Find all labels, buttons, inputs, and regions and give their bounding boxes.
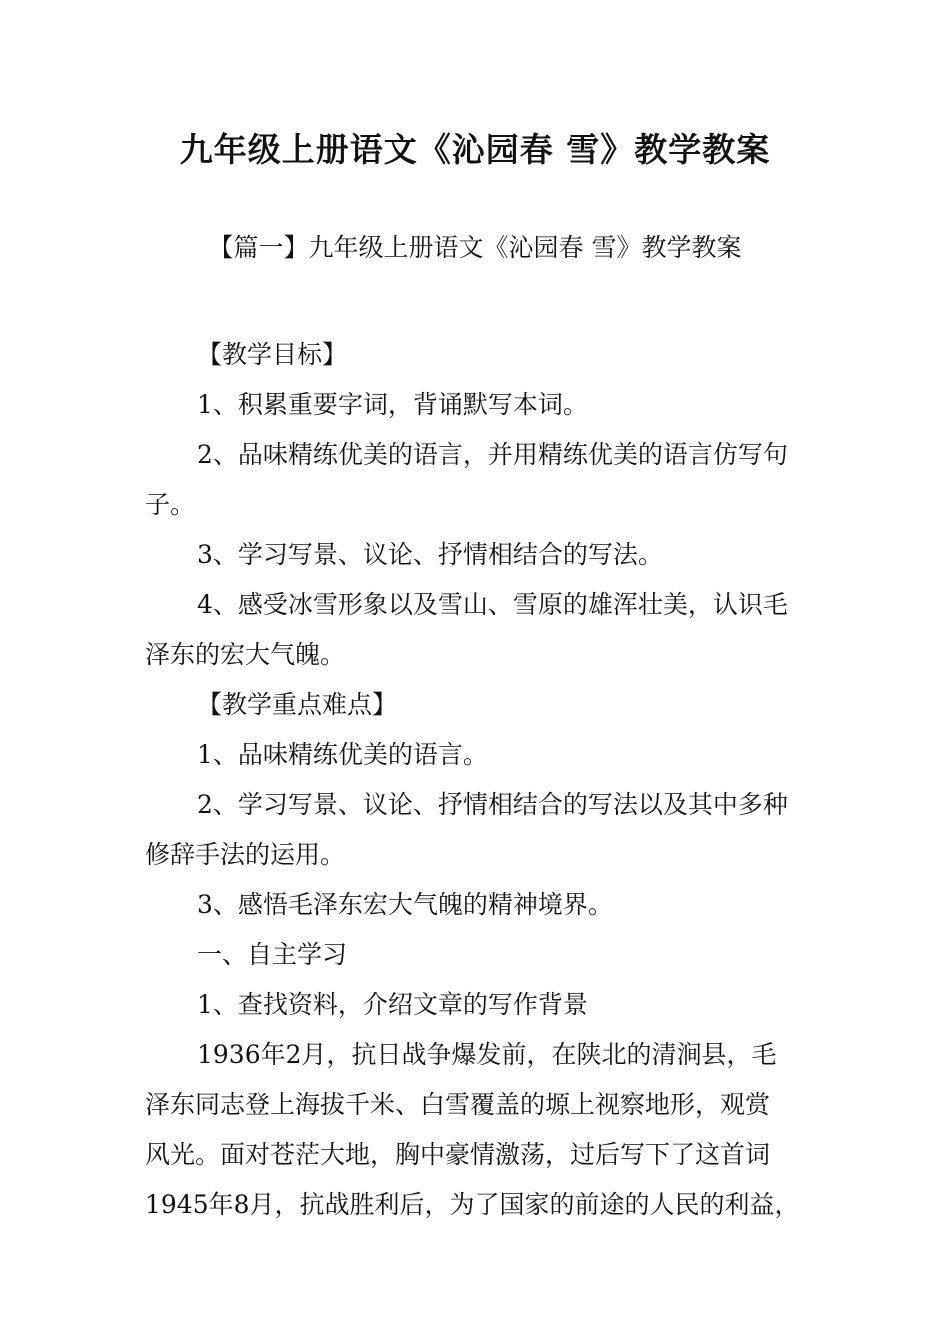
- paragraph-line: 修辞手法的运用。: [145, 840, 346, 869]
- heading-teaching-goals: 【教学目标】: [197, 340, 348, 369]
- heading-key-difficulties: 【教学重点难点】: [197, 690, 398, 719]
- paragraph-line: 3、学习写景、议论、抒情相结合的写法。: [197, 540, 663, 569]
- paragraph-line: 2、品味精练优美的语言，并用精练优美的语言仿写句: [197, 440, 788, 469]
- paragraph-line: 泽东同志登上海拔千米、白雪覆盖的塬上视察地形，观赏: [145, 1090, 771, 1119]
- paragraph-line: 子。: [145, 490, 196, 519]
- page-title: 九年级上册语文《沁园春 雪》教学教案: [179, 130, 771, 169]
- paragraph-line: 1、品味精练优美的语言。: [197, 740, 488, 769]
- paragraph-line: 1945年8月，抗战胜利后，为了国家的前途的人民的利益，: [145, 1190, 800, 1219]
- paragraph-line: 3、感悟毛泽东宏大气魄的精神境界。: [197, 890, 613, 919]
- paragraph-line: 1、积累重要字词，背诵默写本词。: [197, 390, 588, 419]
- heading-self-study: 一、自主学习: [197, 940, 348, 969]
- paragraph-line: 4、感受冰雪形象以及雪山、雪原的雄浑壮美，认识毛: [197, 590, 788, 619]
- body-text: [145, 330, 810, 1230]
- paragraph-line: 风光。面对苍茫大地，胸中豪情激荡，过后写下了这首词: [145, 1140, 771, 1169]
- paragraph-line: 2、学习写景、议论、抒情相结合的写法以及其中多种: [197, 790, 788, 819]
- paragraph-line: 1、查找资料，介绍文章的写作背景: [197, 990, 588, 1019]
- paragraph-line: 泽东的宏大气魄。: [145, 640, 346, 669]
- paragraph-line: 1936年2月，抗日战争爆发前，在陕北的清涧县，毛: [197, 1040, 777, 1069]
- section-heading: 【篇一】九年级上册语文《沁园春 雪》教学教案: [208, 233, 742, 262]
